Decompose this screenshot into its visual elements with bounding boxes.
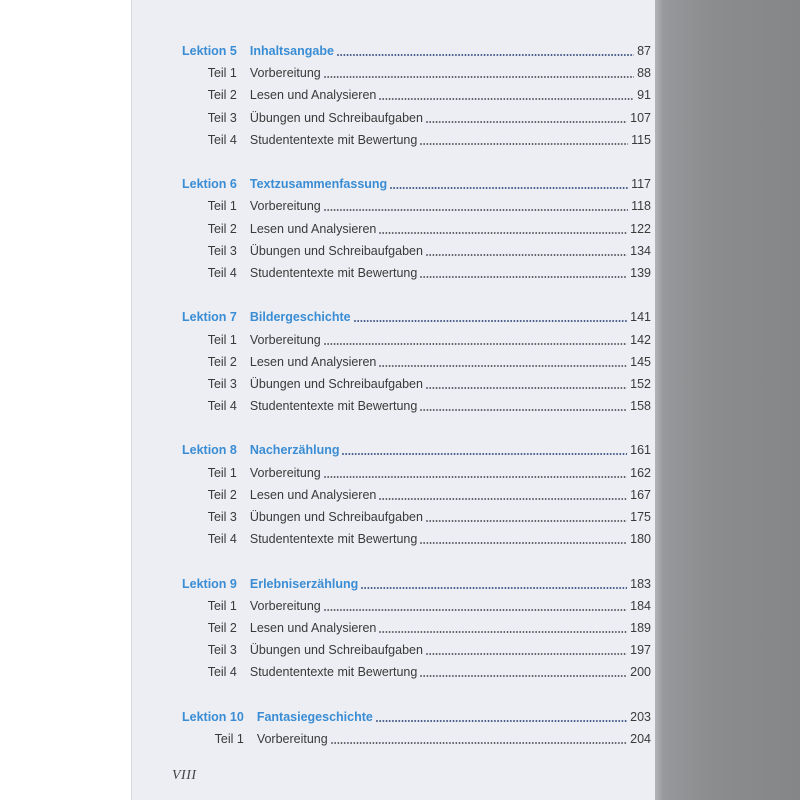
entry-line	[250, 532, 651, 546]
teil-title: Studententexte mit Bewertung	[249, 399, 418, 414]
lektion-number: Lektion 8	[182, 443, 237, 458]
dot-leader	[426, 254, 627, 256]
page-number: 189	[630, 620, 651, 635]
teil-title: Lesen und Analysieren	[249, 221, 377, 236]
teil-title: Lesen und Analysieren	[249, 88, 377, 103]
teil-title: Vorbereitung	[249, 465, 321, 480]
teil-number: Teil 1	[207, 66, 237, 81]
entry-line	[250, 488, 651, 502]
page-number: 142	[630, 332, 651, 347]
page-edge-shadow	[655, 0, 800, 800]
teil-number: Teil 2	[207, 221, 237, 236]
entry-line	[250, 599, 651, 613]
entry-cell	[250, 173, 651, 195]
teil-number: Teil 4	[207, 132, 237, 147]
toc-teil-entry	[182, 195, 651, 217]
dot-leader	[426, 387, 627, 389]
teil-number: Teil 2	[207, 354, 237, 369]
entry-cell	[250, 195, 651, 217]
entry-cell	[250, 306, 651, 328]
entry-cell	[250, 639, 651, 661]
entry-cell	[250, 351, 651, 373]
toc-teil-entry	[182, 262, 651, 284]
dot-leader	[376, 720, 627, 722]
teil-number: Teil 1	[214, 731, 244, 746]
page-number: 117	[631, 177, 651, 192]
entry-line	[250, 665, 651, 679]
toc-section	[182, 306, 651, 417]
page-number: 175	[630, 510, 651, 525]
entry-line	[250, 621, 651, 635]
toc-teil-entry	[182, 218, 651, 240]
teil-number: Teil 3	[207, 243, 237, 258]
entry-cell	[250, 40, 651, 62]
toc-teil-entry	[182, 484, 651, 506]
teil-number: Teil 3	[207, 510, 237, 525]
teil-number: Teil 1	[207, 199, 237, 214]
page-number: 139	[630, 265, 651, 280]
teil-number: Teil 2	[207, 88, 237, 103]
teil-title: Übungen und Schreibaufgaben	[249, 643, 423, 658]
entry-cell	[250, 218, 651, 240]
entry-cell	[250, 373, 651, 395]
dot-leader	[420, 143, 628, 145]
teil-number: Teil 3	[207, 643, 237, 658]
lektion-title: Nacherzählung	[249, 443, 340, 458]
lektion-number: Lektion 10	[182, 709, 244, 724]
entry-line	[250, 66, 651, 80]
teil-title: Lesen und Analysieren	[249, 487, 377, 502]
entry-cell	[257, 728, 651, 750]
entry-cell	[250, 62, 651, 84]
teil-title: Vorbereitung	[249, 199, 321, 214]
teil-title: Studententexte mit Bewertung	[249, 532, 418, 547]
teil-number: Teil 2	[207, 620, 237, 635]
teil-title: Vorbereitung	[256, 731, 328, 746]
entry-line	[250, 355, 651, 369]
toc-lektion-entry	[182, 306, 651, 328]
dot-leader	[379, 498, 627, 500]
toc-teil-entry	[182, 462, 651, 484]
dot-leader	[379, 98, 634, 100]
toc-lektion-entry	[182, 573, 651, 595]
entry-line	[250, 133, 651, 147]
teil-title: Vorbereitung	[249, 66, 321, 81]
toc-teil-entry	[182, 595, 651, 617]
toc-teil-entry	[182, 373, 651, 395]
entry-cell	[250, 240, 651, 262]
teil-title: Studententexte mit Bewertung	[249, 665, 418, 680]
entry-line	[250, 244, 651, 258]
teil-number: Teil 4	[207, 399, 237, 414]
page-number: 167	[630, 487, 651, 502]
teil-number: Teil 1	[207, 598, 237, 613]
page-number: 152	[630, 376, 651, 391]
teil-number: Teil 4	[207, 265, 237, 280]
dot-leader	[324, 476, 627, 478]
toc-teil-entry	[182, 351, 651, 373]
toc-section	[182, 40, 651, 151]
entry-line	[250, 399, 651, 413]
toc-teil-entry	[182, 639, 651, 661]
dot-leader	[324, 209, 628, 211]
entry-line	[250, 643, 651, 657]
dot-leader	[426, 121, 627, 123]
dot-leader	[324, 76, 634, 78]
dot-leader	[420, 675, 627, 677]
lektion-title: Textzusammenfassung	[249, 177, 388, 192]
teil-title: Studententexte mit Bewertung	[249, 132, 418, 147]
entry-cell	[250, 129, 651, 151]
toc-teil-entry	[182, 506, 651, 528]
dot-leader	[420, 409, 627, 411]
entry-cell	[250, 528, 651, 550]
entry-line	[250, 577, 651, 591]
page-number: 184	[630, 598, 651, 613]
dot-leader	[379, 631, 627, 633]
entry-line	[250, 377, 651, 391]
entry-line	[250, 466, 651, 480]
page-number: 158	[630, 399, 651, 414]
entry-line	[250, 310, 651, 324]
page-number: 197	[630, 643, 651, 658]
dot-leader	[342, 453, 627, 455]
toc-lektion-entry	[182, 40, 651, 62]
entry-cell	[250, 506, 651, 528]
entry-line	[250, 44, 651, 58]
page-number: 91	[637, 88, 651, 103]
toc-teil-entry	[182, 107, 651, 129]
toc-teil-entry	[182, 728, 651, 750]
teil-number: Teil 3	[207, 110, 237, 125]
page-number: 162	[630, 465, 651, 480]
entry-line	[250, 333, 651, 347]
teil-number: Teil 3	[207, 376, 237, 391]
table-of-contents	[182, 40, 651, 772]
dot-leader	[331, 742, 627, 744]
entry-line	[250, 88, 651, 102]
toc-section	[182, 706, 651, 750]
page-number: 134	[630, 243, 651, 258]
page-number: 118	[631, 199, 651, 214]
page-number: 161	[630, 443, 651, 458]
dot-leader	[324, 343, 627, 345]
entry-line	[250, 111, 651, 125]
lektion-title: Erlebniserzählung	[249, 576, 359, 591]
teil-title: Vorbereitung	[249, 598, 321, 613]
toc-teil-entry	[182, 328, 651, 350]
toc-teil-entry	[182, 84, 651, 106]
page-number: 107	[630, 110, 651, 125]
lektion-number: Lektion 7	[182, 310, 237, 325]
entry-cell	[250, 617, 651, 639]
entry-cell	[250, 262, 651, 284]
entry-line	[257, 732, 651, 746]
entry-cell	[250, 395, 651, 417]
toc-section	[182, 173, 651, 284]
toc-lektion-entry	[182, 439, 651, 461]
teil-number: Teil 1	[207, 465, 237, 480]
page-number: 180	[630, 532, 651, 547]
toc-teil-entry	[182, 395, 651, 417]
entry-cell	[250, 107, 651, 129]
entry-line	[250, 510, 651, 524]
dot-leader	[324, 609, 627, 611]
lektion-title: Bildergeschichte	[249, 310, 351, 325]
entry-line	[250, 443, 651, 457]
teil-number: Teil 1	[207, 332, 237, 347]
page-number: 145	[630, 354, 651, 369]
toc-section	[182, 573, 651, 684]
toc-teil-entry	[182, 62, 651, 84]
toc-teil-entry	[182, 528, 651, 550]
teil-title: Übungen und Schreibaufgaben	[249, 243, 423, 258]
entry-cell	[250, 439, 651, 461]
teil-title: Übungen und Schreibaufgaben	[249, 110, 423, 125]
entry-cell	[250, 462, 651, 484]
teil-number: Teil 4	[207, 665, 237, 680]
entry-cell	[250, 573, 651, 595]
teil-title: Lesen und Analysieren	[249, 354, 377, 369]
page-number: 183	[630, 576, 651, 591]
dot-leader	[390, 187, 628, 189]
entry-line	[257, 710, 651, 724]
page-number: 203	[630, 709, 651, 724]
toc-teil-entry	[182, 240, 651, 262]
lektion-number: Lektion 5	[182, 44, 237, 59]
toc-teil-entry	[182, 661, 651, 683]
page-number: 88	[637, 66, 651, 81]
teil-title: Übungen und Schreibaufgaben	[249, 510, 423, 525]
page-number: 200	[630, 665, 651, 680]
dot-leader	[420, 276, 627, 278]
dot-leader	[337, 54, 634, 56]
toc-section	[182, 439, 651, 550]
entry-line	[250, 266, 651, 280]
lektion-title: Fantasiegeschichte	[256, 709, 373, 724]
teil-title: Übungen und Schreibaufgaben	[249, 376, 423, 391]
entry-cell	[257, 706, 651, 728]
page-number: 141	[630, 310, 651, 325]
page-number: 87	[637, 44, 651, 59]
teil-number: Teil 2	[207, 487, 237, 502]
page-number: 204	[630, 731, 651, 746]
page-number: 122	[630, 221, 651, 236]
dot-leader	[426, 653, 627, 655]
teil-title: Lesen und Analysieren	[249, 620, 377, 635]
dot-leader	[426, 520, 627, 522]
lektion-title: Inhaltsangabe	[249, 44, 334, 59]
lektion-number: Lektion 9	[182, 576, 237, 591]
lektion-number: Lektion 6	[182, 177, 237, 192]
page-folio: VIII	[172, 768, 197, 783]
page-number: 115	[631, 132, 651, 147]
teil-title: Vorbereitung	[249, 332, 321, 347]
entry-line	[250, 199, 651, 213]
toc-lektion-entry	[182, 706, 651, 728]
entry-cell	[250, 661, 651, 683]
dot-leader	[354, 320, 628, 322]
entry-cell	[250, 84, 651, 106]
entry-line	[250, 177, 651, 191]
teil-title: Studententexte mit Bewertung	[249, 265, 418, 280]
toc-teil-entry	[182, 129, 651, 151]
entry-cell	[250, 328, 651, 350]
dot-leader	[379, 232, 627, 234]
toc-lektion-entry	[182, 173, 651, 195]
entry-cell	[250, 595, 651, 617]
dot-leader	[420, 542, 627, 544]
entry-line	[250, 222, 651, 236]
dot-leader	[379, 365, 627, 367]
teil-number: Teil 4	[207, 532, 237, 547]
dot-leader	[361, 587, 627, 589]
entry-cell	[250, 484, 651, 506]
toc-teil-entry	[182, 617, 651, 639]
